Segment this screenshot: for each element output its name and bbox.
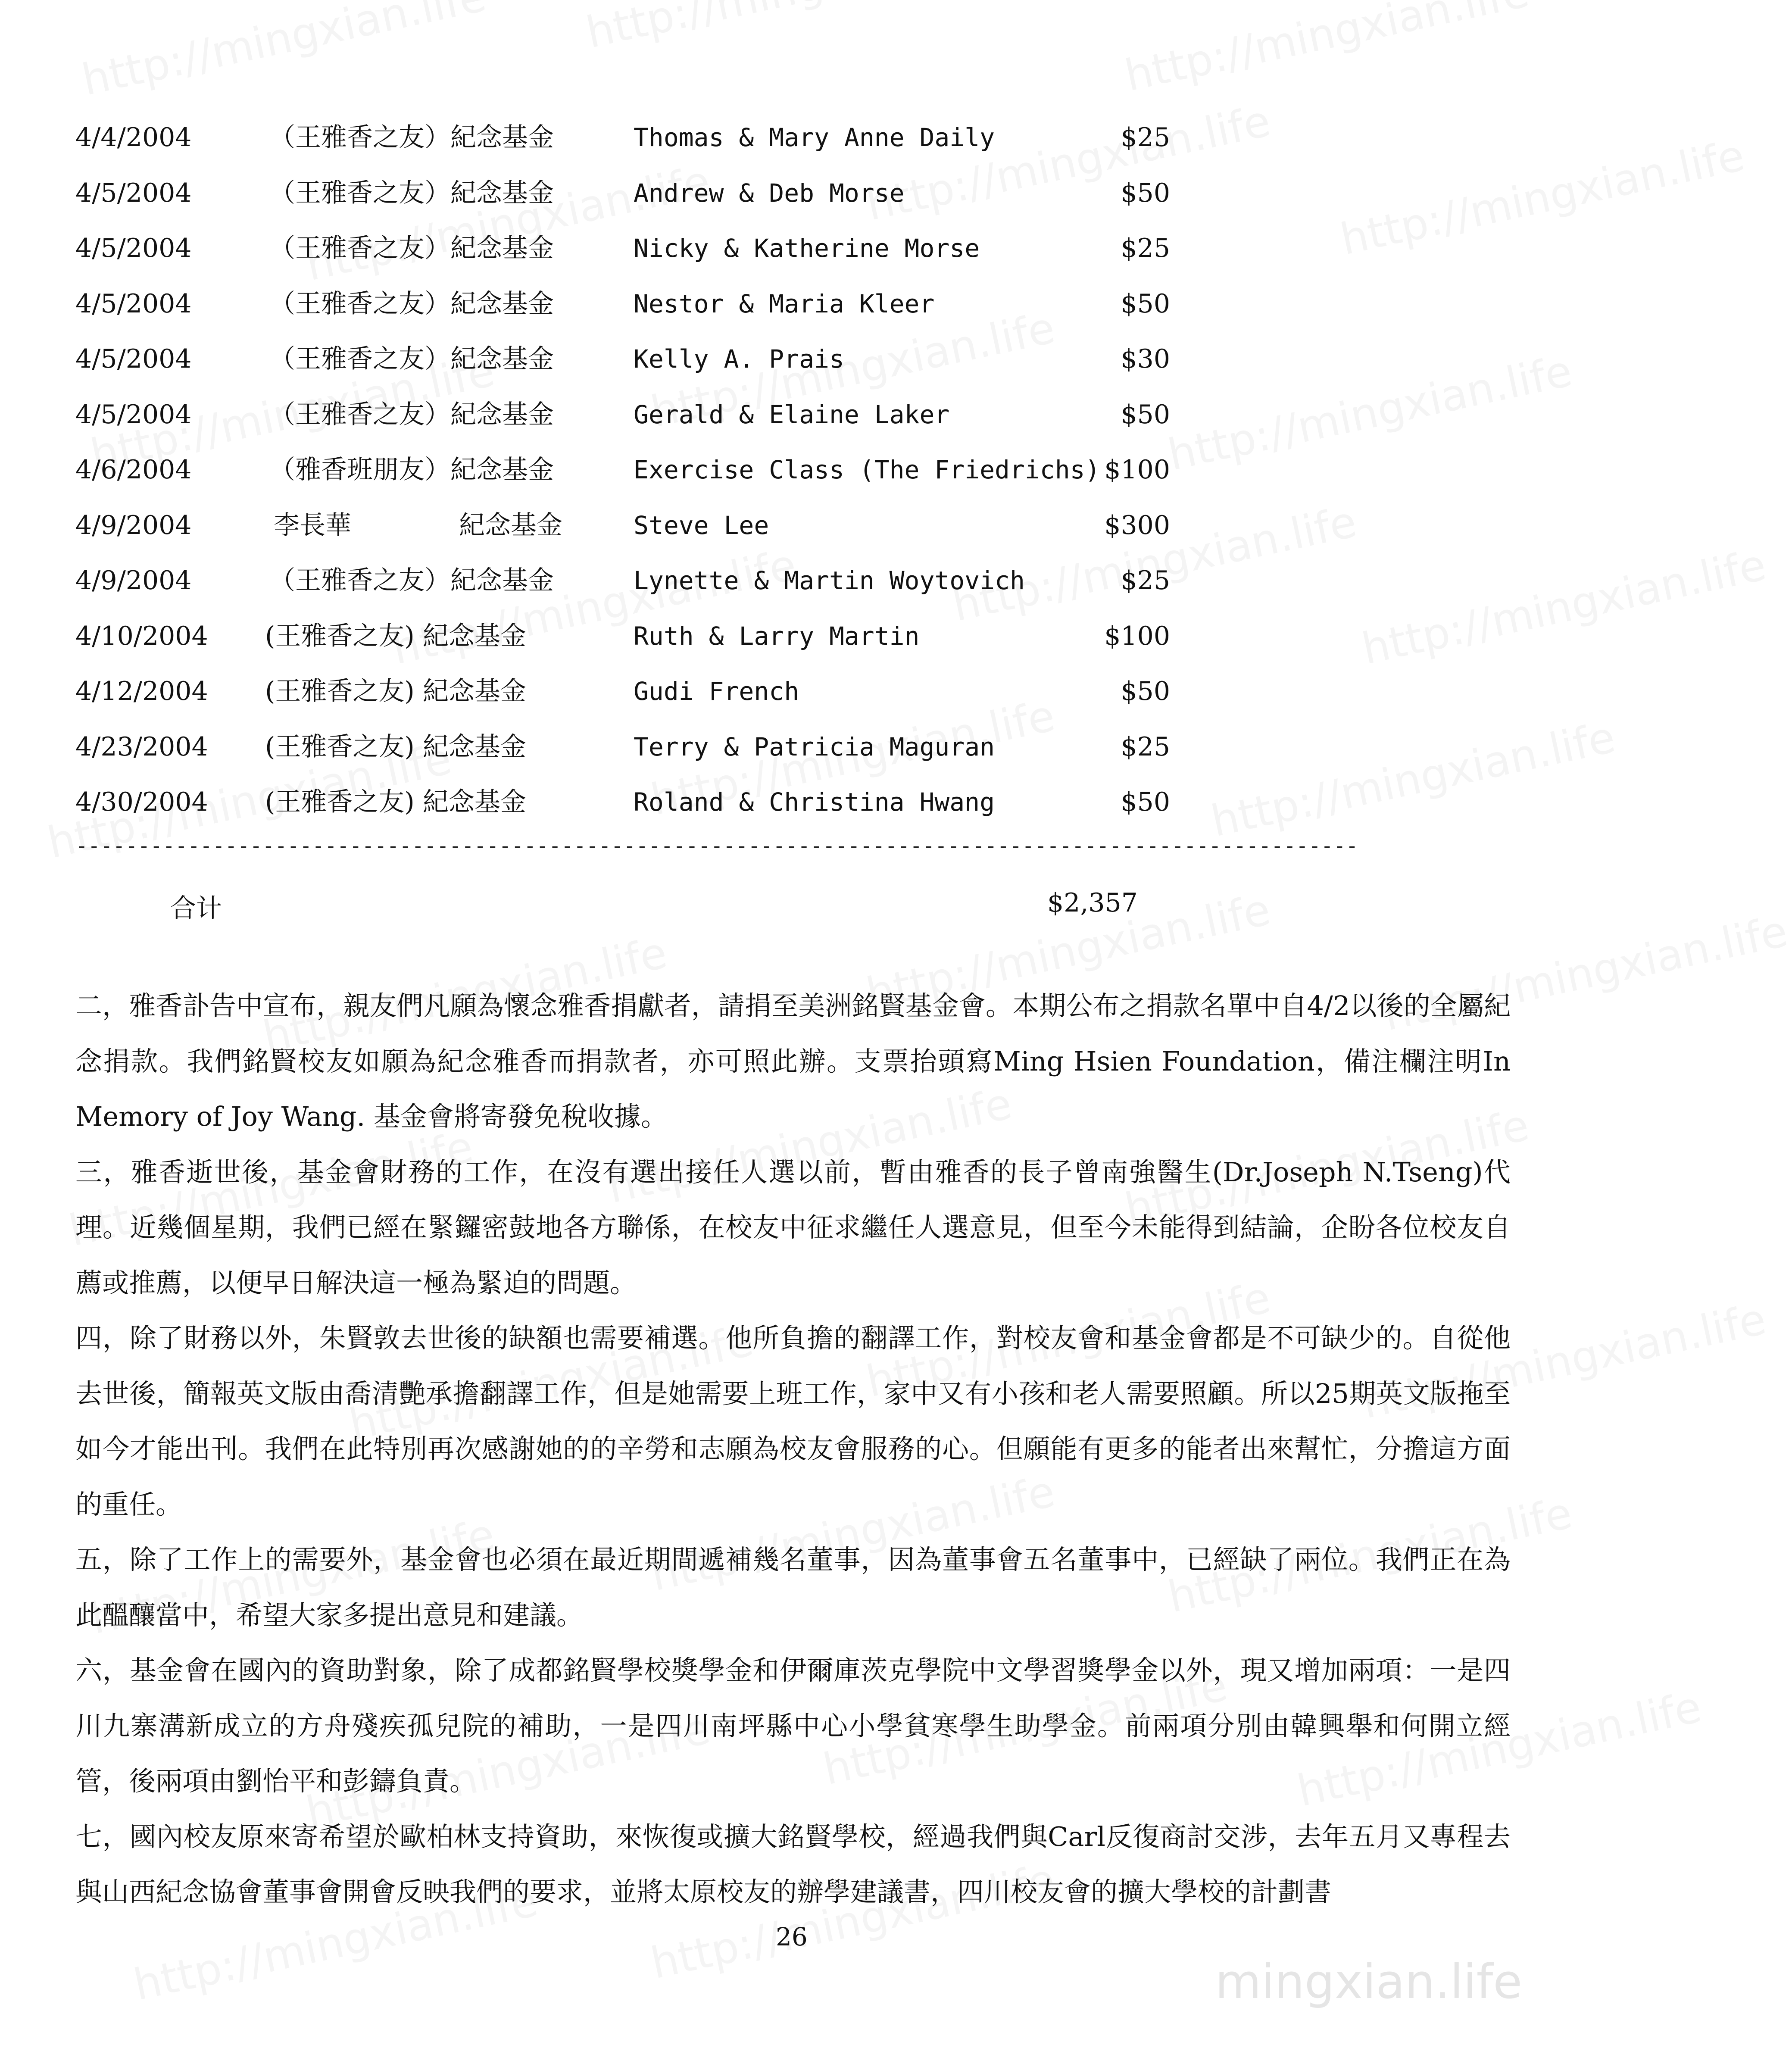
watermark-text — [1336, 130, 1749, 265]
watermark-text — [1164, 346, 1577, 481]
donation-amount: $50 — [1121, 399, 1170, 430]
donation-row — [75, 331, 1170, 387]
watermark-text — [582, 0, 995, 58]
donation-fund: （王雅香之友）紀念基金 — [269, 178, 554, 208]
watermark-text — [1358, 540, 1770, 674]
watermark-text — [78, 0, 490, 105]
donation-amount: $100 — [1104, 455, 1170, 485]
donation-row — [75, 719, 1170, 775]
donation-date: 4/9/2004 — [75, 565, 192, 596]
donation-amount: $25 — [1121, 731, 1170, 762]
donation-donor: Lynette & Martin Woytovich — [634, 566, 1025, 595]
paragraph: 六，基金會在國內的資助對象，除了成都銘賢學校獎學金和伊爾庫茨克學院中文學習獎學金以外，現又增加兩項：一是四川九寨溝新成立的方舟殘疾孤兒院的補助，一是四川南坪縣中心小學貧寒學生助學金。前兩項分別由韓興舉和何開立經管，後兩項由劉怡平和彭鑄負責。 — [75, 1655, 1511, 1797]
donation-amount: $25 — [1121, 122, 1170, 153]
donation-fund: （王雅香之友）紀念基金 — [269, 122, 554, 153]
body-paragraphs — [75, 978, 1511, 1920]
donation-fund: (王雅香之友) 紀念基金 — [265, 787, 526, 817]
donation-fund: (王雅香之友) 紀念基金 — [265, 676, 526, 706]
donation-row — [75, 276, 1170, 332]
donation-row — [75, 774, 1170, 830]
donation-row — [75, 221, 1170, 276]
donation-date: 4/5/2004 — [75, 178, 192, 208]
donation-row — [75, 165, 1170, 221]
donation-amount: $50 — [1121, 787, 1170, 817]
donation-row — [75, 442, 1170, 498]
donation-date: 4/5/2004 — [75, 288, 192, 319]
donation-row — [75, 664, 1170, 719]
donation-date: 4/30/2004 — [75, 787, 208, 817]
total-label: 合计 — [170, 893, 222, 924]
donation-date: 4/5/2004 — [75, 233, 192, 263]
donation-row — [75, 498, 1170, 553]
donation-fund: （王雅香之友）紀念基金 — [269, 565, 554, 596]
watermark-text — [1121, 0, 1533, 101]
donation-date: 4/5/2004 — [75, 399, 192, 430]
donation-row — [75, 609, 1170, 664]
donation-fund: （王雅香之友）紀念基金 — [269, 344, 554, 374]
paragraph: 四，除了財務以外，朱賢敦去世後的缺額也需要補選。他所負擔的翻譯工作，對校友會和基金會都是不可缺少的。自從他去世後，簡報英文版由喬清艷承擔翻譯工作，但是她需要上班工作，家中又有小孩和老人需要照顧。所以25期英文版拖至如今才能出刊。我們在此特別再次感謝她的的辛勞和志願為校友會服務的心。但願能有更多的能者出來幫忙，分擔這方面的重任。 — [75, 1322, 1511, 1520]
paragraph: 三，雅香逝世後，基金會財務的工作，在沒有選出接任人選以前，暫由雅香的長子曾南強醫生(Dr.Joseph N.Tseng)代理。近幾個星期，我們已經在緊鑼密鼓地各方聯係，在校友中征求繼任人選意見，但至今未能得到結論，企盼各位校友自薦或推薦，以便早日解決這一極為緊迫的問題。 — [75, 1156, 1511, 1299]
donation-date: 4/9/2004 — [75, 510, 192, 540]
donation-date: 4/23/2004 — [75, 731, 208, 762]
donation-donor: Gudi French — [634, 677, 799, 706]
donation-amount: $300 — [1104, 510, 1170, 540]
paragraph: 五，除了工作上的需要外，基金會也必須在最近期間遞補幾名董事，因為董事會五名董事中，已經缺了兩位。我們正在為此醞釀當中，希望大家多提出意見和建議。 — [75, 1544, 1511, 1631]
page-number: 26 — [776, 1922, 808, 1951]
donation-fund: (王雅香之友) 紀念基金 — [265, 731, 526, 762]
donation-donor: Nestor & Maria Kleer — [634, 289, 935, 318]
donation-amount: $100 — [1104, 621, 1170, 651]
separator-line: ------------------------------------------------------------------------------------------------------- — [75, 834, 1358, 858]
total-amount: $2,357 — [1047, 888, 1138, 918]
donation-donor: Nicky & Katherine Morse — [634, 234, 980, 263]
paragraph: 七，國內校友原來寄希望於歐柏林支持資助，來恢復或擴大銘賢學校，經過我們與Carl反復商討交涉，去年五月又專程去與山西紀念協會董事會開會反映我們的要求，並將太原校友的辦學建議書，四川校友會的擴大學校的計劃書 — [75, 1820, 1511, 1908]
donation-amount: $30 — [1121, 344, 1170, 374]
donation-donor: Roland & Christina Hwang — [634, 787, 995, 817]
donation-date: 4/6/2004 — [75, 455, 192, 485]
fund-person: 李長華 — [274, 510, 351, 540]
donation-fund: （王雅香之友）紀念基金 — [269, 399, 554, 430]
fund-type: 紀念基金 — [459, 510, 562, 540]
donation-donor: Steve Lee — [634, 510, 769, 540]
donation-donor: Andrew & Deb Morse — [634, 178, 905, 208]
donation-row — [75, 553, 1170, 609]
donation-amount: $50 — [1121, 288, 1170, 319]
donation-donor: Exercise Class (The Friedrichs) — [634, 455, 1100, 484]
donation-donor: Ruth & Larry Martin — [634, 621, 920, 651]
donation-row — [75, 387, 1170, 443]
donation-donor: Gerald & Elaine Laker — [634, 400, 950, 429]
donation-amount: $50 — [1121, 178, 1170, 208]
donation-list — [75, 110, 1170, 830]
donation-donor: Thomas & Mary Anne Daily — [634, 123, 995, 152]
donation-date: 4/5/2004 — [75, 344, 192, 374]
corner-watermark: mingxian.life — [1215, 1954, 1522, 2009]
donation-amount: $25 — [1121, 233, 1170, 263]
donation-date: 4/10/2004 — [75, 621, 208, 651]
donation-date: 4/4/2004 — [75, 122, 192, 153]
donation-fund: （王雅香之友）紀念基金 — [269, 233, 554, 263]
donation-row — [75, 110, 1170, 165]
donation-fund — [274, 498, 562, 553]
donation-date: 4/12/2004 — [75, 676, 208, 706]
watermark-text — [1207, 712, 1620, 847]
paragraph: 二，雅香訃告中宣布，親友們凡願為懷念雅香捐獻者，請捐至美洲銘賢基金會。本期公布之捐款名單中自4/2以後的全屬紀念捐款。我們銘賢校友如願為紀念雅香而捐款者，亦可照此辦。支票抬頭寫Ming Hsien Foundation，備注欄注明In Memory of Joy Wang. 基金會將寄發免稅收據。 — [75, 990, 1511, 1132]
donation-fund: (王雅香之友) 紀念基金 — [265, 621, 526, 651]
donation-donor: Kelly A. Prais — [634, 344, 844, 374]
donation-fund: （王雅香之友）紀念基金 — [269, 288, 554, 319]
donation-fund: （雅香班朋友）紀念基金 — [269, 455, 554, 485]
donation-donor: Terry & Patricia Maguran — [634, 732, 995, 762]
donation-amount: $50 — [1121, 676, 1170, 706]
donation-amount: $25 — [1121, 565, 1170, 596]
